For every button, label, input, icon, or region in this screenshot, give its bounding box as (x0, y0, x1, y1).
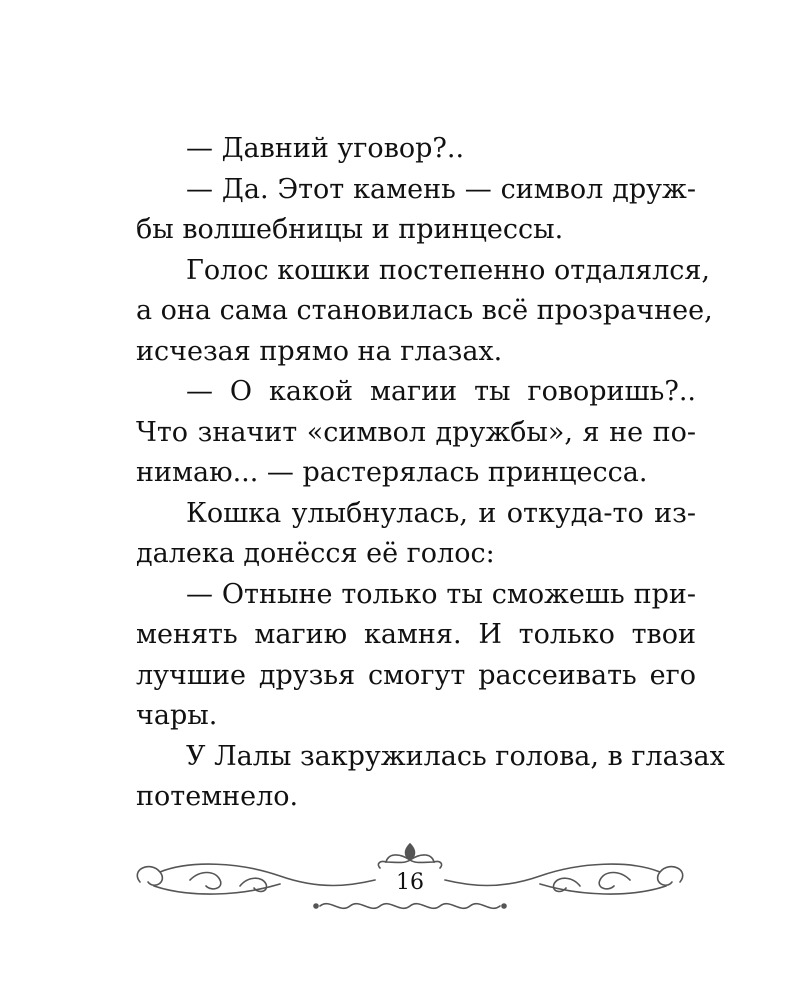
text-line: потемнело. (136, 781, 299, 812)
text-line: — Давний уговор?.. (186, 133, 465, 164)
text-line: а она сама становилась всё прозрачнее, (136, 295, 713, 326)
text-line: исчезая прямо на глазах. (136, 335, 503, 367)
text-line: лучшие друзья смогут рассеивать его (136, 659, 696, 691)
page-footer (130, 840, 690, 920)
body-text (136, 129, 725, 818)
text-line: Голос кошки постепенно отдалялся, (186, 254, 711, 286)
text-line: далека донёсся её голос: (136, 538, 495, 569)
text-line: Что значит «символ дружбы», я не по- (136, 416, 696, 448)
text-line: — О какой магии ты говоришь?.. (186, 376, 696, 407)
page-number: 16 (396, 870, 424, 895)
text-line: менять магию камня. И только твои (136, 619, 696, 650)
text-line: — Отныне только ты сможешь при- (186, 578, 696, 610)
text-line: нимаю... — растерялась принцесса. (136, 457, 648, 488)
text-line: Кошка улыбнулась, и откуда-то из- (186, 497, 696, 529)
text-line: — Да. Этот камень — символ друж- (186, 173, 696, 205)
text-line: чары. (136, 700, 218, 731)
text-line: У Лалы закружилась голова, в глазах (186, 740, 725, 772)
text-line: бы волшебницы и принцессы. (136, 214, 564, 245)
